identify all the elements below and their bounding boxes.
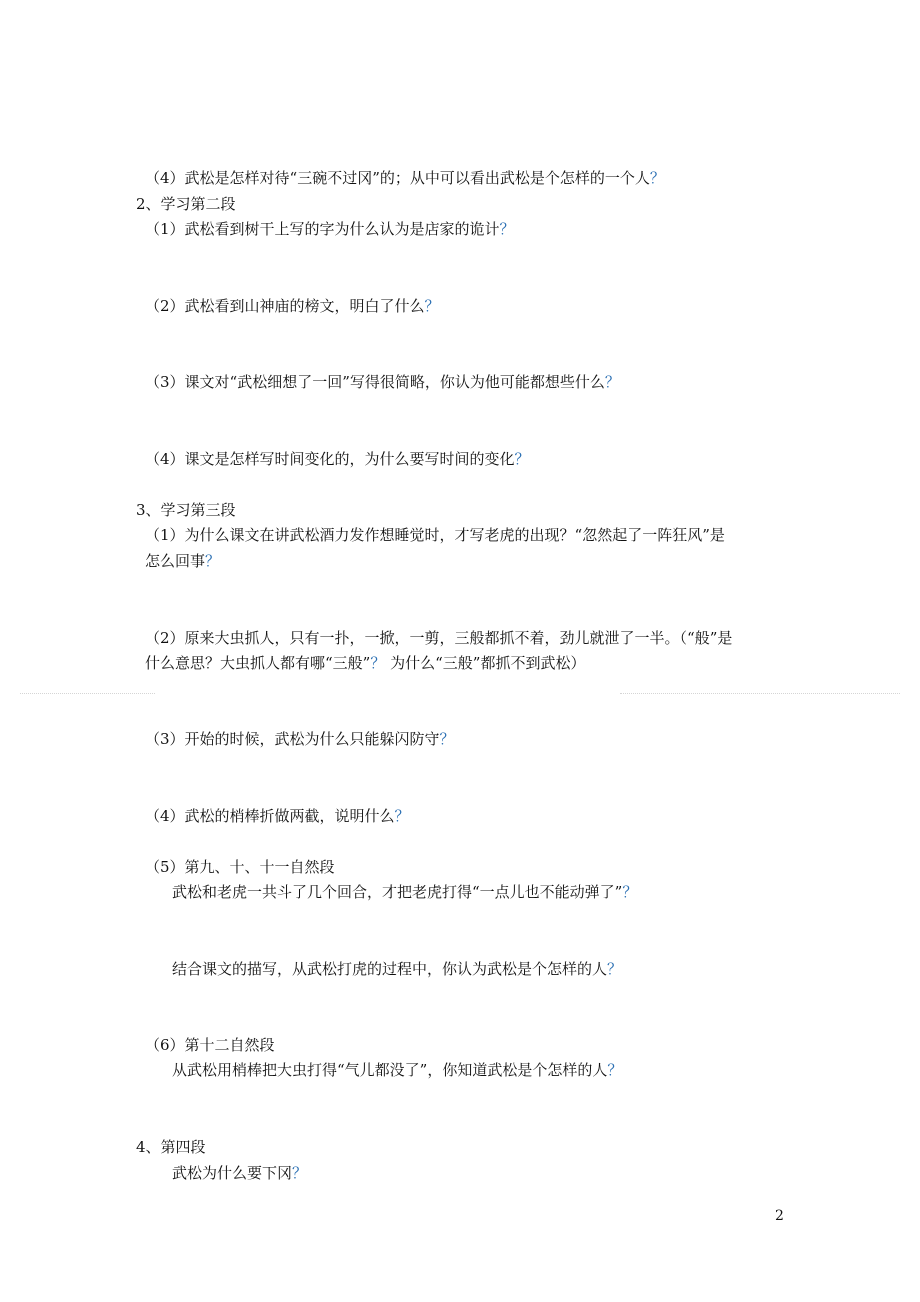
question-line: （4）武松是怎样对待“三碗不过冈”的；从中可以看出武松是个怎样的一个人？ [145, 169, 665, 187]
question-line: 从武松用梢棒把大虫打得“气儿都没了”，你知道武松是个怎样的人？ [172, 1061, 623, 1079]
question-line: 什么意思？大虫抓人都有哪“三般”？ 为什么“三般”都抓不到武松） [145, 654, 586, 672]
page-number: 2 [775, 1208, 784, 1224]
question-line: （4）武松的梢棒折做两截，说明什么？ [145, 807, 410, 825]
question-line: 结合课文的描写，从武松打虎的过程中，你认为武松是个怎样的人？ [172, 960, 623, 978]
question-line: 武松和老虎一共斗了几个回合，才把老虎打得“一点儿也不能动弹了”？ [172, 883, 638, 901]
subsection-heading: （6）第十二自然段 [145, 1036, 275, 1054]
question-line: （2）武松看到山神庙的榜文，明白了什么？ [145, 297, 440, 315]
question-line: （3）开始的时候，武松为什么只能躲闪防守？ [145, 730, 455, 748]
page-break-divider [620, 693, 900, 694]
question-line: 怎么回事？ [145, 552, 221, 570]
section-heading: 2、学习第二段 [136, 195, 236, 213]
question-line: （1）武松看到树干上写的字为什么认为是店家的诡计？ [145, 220, 515, 238]
subsection-heading: （5）第九、十、十一自然段 [145, 858, 335, 876]
section-heading: 4、第四段 [136, 1138, 206, 1156]
page-break-divider [20, 693, 155, 694]
question-line: 武松为什么要下冈？ [172, 1164, 308, 1182]
section-heading: 3、学习第三段 [136, 501, 236, 519]
question-line: （2）原来大虫抓人，只有一扑，一掀，一剪，三般都抓不着，劲儿就泄了一半。（“般”是 [145, 629, 733, 647]
question-line: （3）课文对“武松细想了一回”写得很简略，你认为他可能都想些什么？ [145, 373, 620, 391]
question-line: （4）课文是怎样写时间变化的，为什么要写时间的变化？ [145, 450, 530, 468]
question-line: （1）为什么课文在讲武松酒力发作想睡觉时，才写老虎的出现？“忽然起了一阵狂风”是 [145, 526, 725, 544]
